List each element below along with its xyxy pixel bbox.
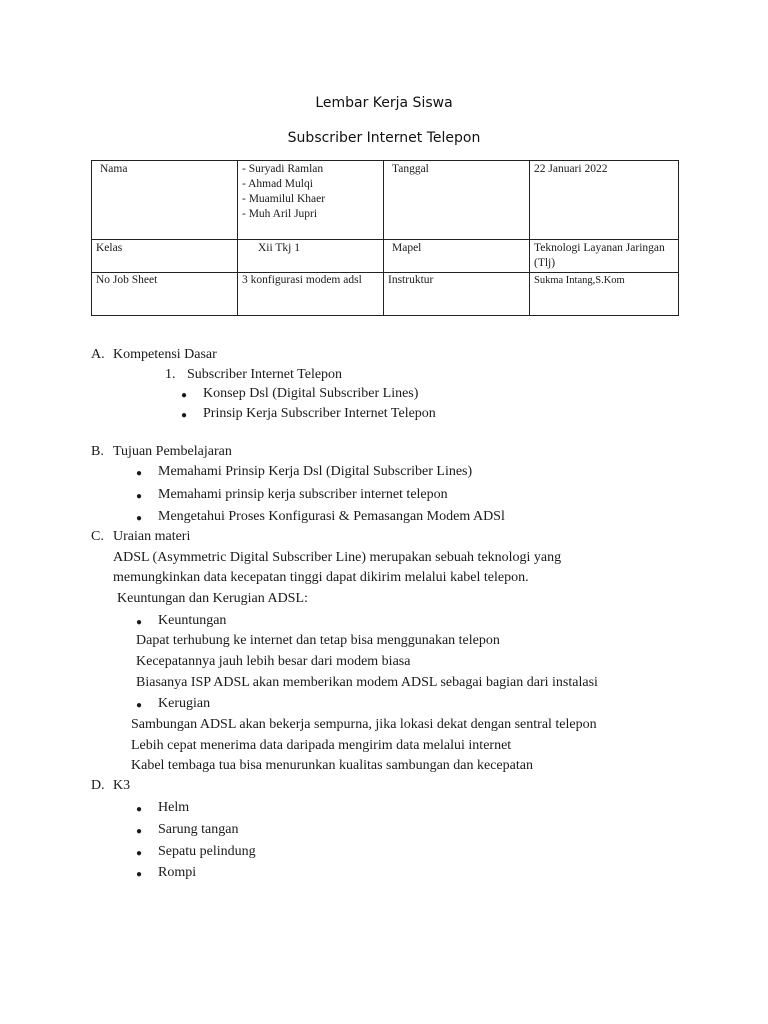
section-title: Kompetensi Dasar	[113, 347, 217, 362]
paragraph-line: Kecepatannya jauh lebih besar dari modem biasa	[136, 654, 411, 669]
table-row	[92, 273, 679, 316]
kelas-label: Kelas	[92, 240, 238, 273]
subsection-heading: Keuntungan dan Kerugian ADSL:	[117, 591, 308, 606]
list-item: Mengetahui Proses Konfigurasi & Pemasangan Modem ADSl	[158, 509, 505, 524]
bullet-icon: ●	[136, 468, 143, 479]
nama-value: - Ahmad Mulqi	[242, 178, 313, 190]
list-item: Kerugian	[158, 696, 211, 711]
instruktur-label: Instruktur	[384, 273, 530, 316]
bullet-icon: ●	[181, 410, 188, 421]
list-item: Sarung tangan	[158, 822, 239, 837]
page-subtitle: Subscriber Internet Telepon	[287, 130, 481, 146]
list-item: Sepatu pelindung	[158, 844, 256, 859]
paragraph-line: Sambungan ADSL akan bekerja sempurna, jika lokasi dekat dengan sentral telepon	[131, 717, 597, 732]
page-title: Lembar Kerja Siswa	[315, 95, 453, 111]
bullet-icon: ●	[181, 390, 188, 401]
table-row	[92, 161, 679, 240]
nama-label: Nama	[92, 161, 238, 240]
bullet-icon: ●	[136, 869, 143, 880]
bullet-icon: ●	[136, 804, 143, 815]
paragraph-line: Biasanya ISP ADSL akan memberikan modem ADSL sebagai bagian dari instalasi	[136, 675, 598, 690]
kelas-value: Xii Tkj 1	[238, 240, 384, 273]
list-item: Memahami Prinsip Kerja Dsl (Digital Subscriber Lines)	[158, 464, 473, 479]
mapel-label: Mapel	[384, 240, 530, 273]
bullet-icon: ●	[136, 826, 143, 837]
section-letter: D.	[91, 778, 105, 793]
tanggal-label: Tanggal	[384, 161, 530, 240]
bullet-icon: ●	[136, 491, 143, 502]
jobsheet-label: No Job Sheet	[92, 273, 238, 316]
list-number: 1.	[165, 367, 176, 382]
list-item: Keuntungan	[158, 613, 227, 628]
paragraph-line: Lebih cepat menerima data daripada mengirim data melalui internet	[131, 738, 512, 753]
identity-table	[91, 160, 679, 316]
bullet-icon: ●	[136, 848, 143, 859]
section-letter: C.	[91, 529, 104, 544]
tanggal-value: 22 Januari 2022	[530, 161, 679, 240]
section-letter: B.	[91, 444, 104, 459]
list-item: Memahami prinsip kerja subscriber internet telepon	[158, 487, 448, 502]
section-title: Tujuan Pembelajaran	[113, 444, 232, 459]
paragraph-line: memungkinkan data kecepatan tinggi dapat dikirim melalui kabel telepon.	[113, 570, 529, 585]
mapel-value: Teknologi Layanan Jaringan (Tlj)	[530, 240, 679, 273]
jobsheet-value: 3 konfigurasi modem adsl	[238, 273, 384, 316]
nama-value: - Suryadi Ramlan	[242, 163, 324, 175]
bullet-icon: ●	[136, 617, 143, 628]
paragraph-line: Dapat terhubung ke internet dan tetap bisa menggunakan telepon	[136, 633, 500, 648]
paragraph-line: Kabel tembaga tua bisa menurunkan kualitas sambungan dan kecepatan	[131, 758, 533, 773]
section-title: K3	[113, 778, 131, 793]
nama-values-cell	[238, 161, 384, 240]
section-title: Uraian materi	[113, 529, 191, 544]
list-item: Konsep Dsl (Digital Subscriber Lines)	[203, 386, 419, 401]
instruktur-value: Sukma Intang,S.Kom	[530, 273, 679, 316]
paragraph-line: ADSL (Asymmetric Digital Subscriber Line) merupakan sebuah teknologi yang	[113, 550, 562, 565]
subsection-title: Subscriber Internet Telepon	[187, 367, 343, 382]
list-item: Prinsip Kerja Subscriber Internet Telepon	[203, 406, 436, 421]
section-letter: A.	[91, 347, 105, 362]
bullet-icon: ●	[136, 513, 143, 524]
bullet-icon: ●	[136, 700, 143, 711]
nama-value: - Muamilul Khaer	[242, 193, 326, 205]
list-item: Rompi	[158, 865, 197, 880]
nama-value: - Muh Aril Jupri	[242, 208, 318, 220]
table-row	[92, 240, 679, 273]
list-item: Helm	[158, 800, 190, 815]
